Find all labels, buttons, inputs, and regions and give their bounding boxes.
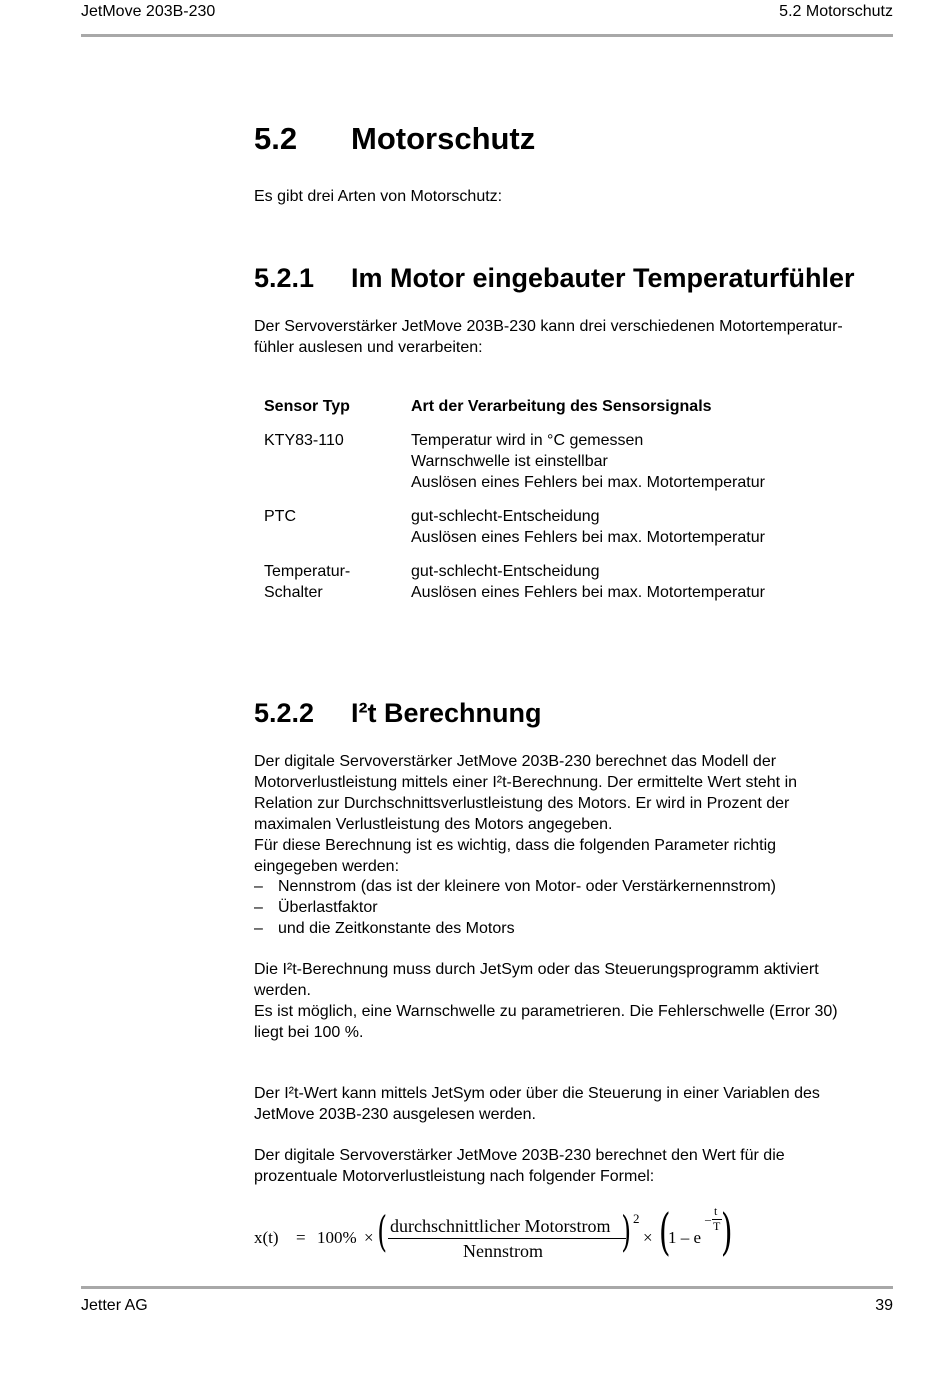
list-item — [254, 918, 894, 939]
subsection2-heading — [254, 696, 542, 730]
subsection1-title: Im Motor eingebauter Temperaturfühler — [351, 263, 855, 293]
text-line: eingegeben werden: — [254, 858, 400, 875]
text-line: Der Servoverstärker JetMove 203B-230 kann drei verschiedenen Motortemperatur- — [254, 318, 843, 335]
subsection1-heading — [254, 261, 855, 295]
table-header-sensor: Sensor Typ — [264, 398, 350, 415]
header-section-title: 5.2 Motorschutz — [779, 3, 893, 20]
text-line: werden. — [254, 982, 311, 999]
list-item-text: Überlastfaktor — [278, 899, 378, 916]
i2t-formula — [254, 1205, 754, 1267]
cell-line: Temperatur wird in °C gemessen — [411, 432, 644, 449]
cell-line: Warnschwelle ist einstellbar — [411, 453, 608, 470]
cell-line: Temperatur- — [264, 563, 351, 580]
text-line: maximalen Verlustleistung des Motors angegeben. — [254, 816, 613, 833]
table-cell-processing — [411, 430, 881, 493]
bullet-marker: – — [254, 878, 263, 895]
parameter-list — [254, 876, 894, 939]
header-document-title: JetMove 203B-230 — [81, 3, 216, 20]
text-line: Es ist möglich, eine Warnschwelle zu parametrieren. Die Fehlerschwelle (Error 30) — [254, 1003, 838, 1020]
section-intro: Es gibt drei Arten von Motorschutz: — [254, 188, 503, 205]
bullet-marker: – — [254, 899, 263, 916]
formula-paren-left-2: ( — [658, 1203, 671, 1261]
formula-fraction-bar — [388, 1238, 626, 1239]
cell-line: Auslösen eines Fehlers bei max. Motortemperatur — [411, 529, 765, 546]
bullet-marker: – — [254, 920, 263, 937]
formula-paren-right: ) — [621, 1207, 632, 1256]
table-cell-processing — [411, 506, 881, 548]
text-line: Motorverlustleistung mittels einer I²t-Berechnung. Der ermittelte Wert steht in — [254, 774, 798, 791]
formula-denominator: Nennstrom — [463, 1241, 543, 1261]
table-cell-processing — [411, 561, 881, 603]
formula-exp-den: T — [713, 1219, 721, 1233]
formula-paren-right-2: ) — [720, 1203, 733, 1261]
section-number: 5.2 — [254, 121, 298, 156]
list-item — [254, 876, 894, 897]
table-header-processing: Art der Verarbeitung des Sensorsignals — [411, 398, 712, 415]
formula-numerator: durchschnittlicher Motorstrom — [390, 1216, 611, 1236]
formula-exp-sign: – — [705, 1212, 711, 1226]
text-line: liegt bei 100 %. — [254, 1024, 364, 1041]
cell-line: KTY83-110 — [264, 432, 344, 449]
text-line: Für diese Berechnung ist es wichtig, dass die folgenden Parameter richtig — [254, 837, 777, 854]
cell-line: Schalter — [264, 584, 323, 601]
text-line: JetMove 203B-230 ausgelesen werden. — [254, 1106, 536, 1123]
section-heading — [254, 119, 535, 159]
subsection2-paragraph-3 — [254, 1083, 894, 1125]
formula-equals: = — [296, 1228, 306, 1247]
header-divider — [81, 34, 893, 37]
formula-times-2: × — [643, 1228, 653, 1247]
subsection1-intro — [254, 316, 894, 358]
subsection2-paragraph-2 — [254, 959, 894, 1043]
footer-company: Jetter AG — [81, 1297, 148, 1314]
text-line: Relation zur Durchschnittsverlustleistung des Motors. Er wird in Prozent der — [254, 795, 790, 812]
subsection1-number: 5.2.1 — [254, 263, 315, 293]
text-line: Der I²t-Wert kann mittels JetSym oder über die Steuerung in einer Variablen des — [254, 1085, 820, 1102]
text-line: Der digitale Servoverstärker JetMove 203B-230 berechnet das Modell der — [254, 753, 777, 770]
table-cell-sensor — [264, 561, 404, 603]
formula-exp-num: t — [714, 1204, 718, 1218]
subsection2-title: I²t Berechnung — [351, 698, 542, 728]
cell-line: Auslösen eines Fehlers bei max. Motortemperatur — [411, 584, 765, 601]
table-cell-sensor — [264, 506, 404, 527]
formula-paren-left: ( — [377, 1207, 388, 1256]
cell-line: PTC — [264, 508, 296, 525]
formula-one-minus-e: 1 – e — [668, 1228, 702, 1247]
subsection2-paragraph-4 — [254, 1145, 894, 1187]
page-number: 39 — [875, 1297, 893, 1314]
cell-line: gut-schlecht-Entscheidung — [411, 563, 600, 580]
formula-times: × — [364, 1228, 374, 1247]
text-line: prozentuale Motorverlustleistung nach folgender Formel: — [254, 1168, 655, 1185]
formula-exponent: 2 — [633, 1211, 640, 1226]
footer-divider — [81, 1286, 893, 1289]
list-item-text: Nennstrom (das ist der kleinere von Motor- oder Verstärkernennstrom) — [278, 878, 776, 895]
text-line: Der digitale Servoverstärker JetMove 203B-230 berechnet den Wert für die — [254, 1147, 785, 1164]
section-title: Motorschutz — [351, 121, 536, 156]
subsection2-number: 5.2.2 — [254, 698, 315, 728]
cell-line: gut-schlecht-Entscheidung — [411, 508, 600, 525]
list-item — [254, 897, 894, 918]
text-line: Die I²t-Berechnung muss durch JetSym oder das Steuerungsprogramm aktiviert — [254, 961, 819, 978]
cell-line: Auslösen eines Fehlers bei max. Motortemperatur — [411, 474, 765, 491]
formula-lhs: x(t) — [254, 1228, 279, 1247]
text-line: fühler auslesen und verarbeiten: — [254, 339, 483, 356]
subsection2-paragraph-1 — [254, 751, 894, 877]
table-cell-sensor — [264, 430, 404, 451]
formula-factor: 100% — [317, 1228, 357, 1247]
list-item-text: und die Zeitkonstante des Motors — [278, 920, 515, 937]
